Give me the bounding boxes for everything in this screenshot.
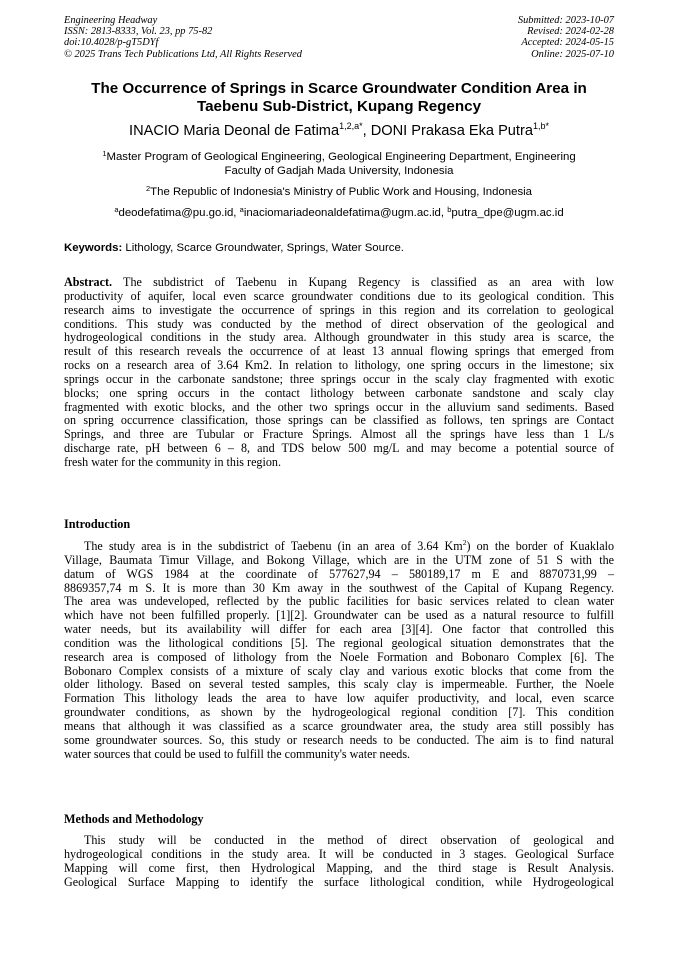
intro-line: research area is composed of lithology from the Noele Formation and Bobonaro Complex [6]. The xyxy=(64,650,614,664)
abstract-label: Abstract. xyxy=(64,276,113,289)
intro-line: Village, Baumata Timur Village, and Bokong Village, which are in the UTM zone of 51 S with the xyxy=(64,553,614,567)
intro-line: datum of WGS 1984 at the coordinate of 577627,94 – 580189,17 m E and 8870731,99 – xyxy=(64,567,614,581)
email-a2: inaciomariadeonaldefatima@ugm.ac.id, xyxy=(243,207,448,219)
aff1-line-2: Faculty of Gadjah Mada University, Indonesia xyxy=(224,165,454,178)
abstract-line: rocks on a research area of 3.64 Km2. In relation to lithology, one spring occurs in the limestone; six xyxy=(64,359,614,373)
aff1-line-1: Master Program of Geological Engineering, Geological Engineering Department, Engineering xyxy=(106,151,576,163)
affiliation-1 xyxy=(40,150,638,179)
abstract-line: productivity of aquifer, local even scarce groundwater conditions due to its geological condition. This xyxy=(64,289,614,303)
accepted-date: Accepted: 2024-05-15 xyxy=(521,37,614,49)
journal-info xyxy=(64,15,302,60)
intro-line: water needs, but its availability will differ for each area [3][4]. One factor that controlled this xyxy=(64,623,614,637)
abstract-line: Springs, and three are Tubular or Fracture Springs. Almost all the springs have less than 1 L/s xyxy=(64,428,614,442)
abstract-line: discharge rate, pH between 6 – 8, and TDS below 500 mg/L and may become a potential source of xyxy=(64,442,614,456)
methods-line: Mapping will come first, then Hydrological Mapping, and the third stage is Result Analysis. xyxy=(64,861,614,875)
intro-line: means that although it was classified as a scarce groundwater area, the study area still possibly has xyxy=(64,719,614,733)
abstract-line: research aims to investigate the occurrence of springs in this region and its correlation to geological xyxy=(64,303,614,317)
keywords-label: Keywords: xyxy=(64,242,123,254)
intro-line: water sources that could be used to fulfill the community's water needs. xyxy=(64,746,411,761)
author-1-affil: 1,2,a* xyxy=(339,121,363,131)
affiliation-2 xyxy=(40,185,638,199)
journal-name: Engineering Headway xyxy=(64,15,158,26)
keywords-text: Lithology, Scarce Groundwater, Springs, Water Source. xyxy=(122,242,404,254)
online-date: Online: 2025-07-10 xyxy=(531,48,614,60)
intro-line: Formation This lithology leads the area to have low aquifer productivity, and local, even scarce xyxy=(64,692,614,706)
email-b-marker: b xyxy=(447,205,452,214)
methods-line: Geological Surface Mapping to identify the surface lithological condition, while Hydrogeological xyxy=(64,875,614,889)
author-2-affil: 1,b* xyxy=(532,121,549,131)
aff1-marker: 1 xyxy=(102,149,107,158)
intro-line: 8869357,74 m S. It is more than 30 Km away in the southwest of the Capital of Kupang Regency. xyxy=(64,581,614,595)
abstract-line: result of this research reveals the occurrence of at least 13 annual flowing springs that emerged from xyxy=(64,345,614,359)
email-list xyxy=(40,206,638,220)
methods-body xyxy=(64,834,614,889)
intro-line: some groundwater sources. So, this study or research needs to be conducted. The aim is to find natural xyxy=(64,733,614,747)
introduction-heading: Introduction xyxy=(64,517,131,531)
intro-line xyxy=(64,540,614,554)
author-separator: , xyxy=(362,123,371,139)
keywords xyxy=(64,241,624,255)
email-b: putra_dpe@ugm.ac.id xyxy=(451,207,564,219)
paper-title xyxy=(40,80,638,116)
author-2: DONI Prakasa Eka Putra xyxy=(370,123,533,139)
abstract-line xyxy=(64,276,614,290)
title-line-1: The Occurrence of Springs in Scarce Groundwater Condition Area in xyxy=(91,80,587,97)
intro-text: ) on the border of Kuaklalo xyxy=(466,540,614,553)
abstract-line: fresh water for the community in this region. xyxy=(64,454,281,469)
aff2-text: The Republic of Indonesia's Ministry of Public Work and Housing, Indonesia xyxy=(150,186,533,198)
author-1: INACIO Maria Deonal de Fatima xyxy=(129,123,340,139)
issn: ISSN: 2813-8333, Vol. 23, pp 75-82 xyxy=(64,26,213,38)
email-a2-marker: a xyxy=(239,205,244,214)
email-a-marker: a xyxy=(114,205,119,214)
methods-line: hydrogeological conditions in the study area. It will be conducted in 3 stages. Geological Surface xyxy=(64,847,614,861)
email-a: deodefatima@pu.go.id, xyxy=(118,207,240,219)
intro-line: which have not been fulfilled properly. [1][2]. Groundwater can be used as a natural resource to fulfill xyxy=(64,609,614,623)
submitted-date: Submitted: 2023-10-07 xyxy=(517,15,614,26)
abstract xyxy=(64,276,614,470)
methods-line: This study will be conducted in the method of direct observation of geological and xyxy=(84,834,614,847)
intro-line: Bobonaro Complex consists of a mixture of scaly clay and various exotic blocks that come from the xyxy=(64,664,614,678)
abstract-text: The subdistrict of Taebenu in Kupang Regency is classified as an area with low xyxy=(112,276,614,289)
aff2-marker: 2 xyxy=(145,184,151,193)
introduction-body xyxy=(64,540,614,762)
doi: doi:10.4028/p-gT5DYf xyxy=(64,37,159,49)
intro-line: older lithology. Based on several tested samples, this scaly clay is impermeable. Further, the Noele xyxy=(64,678,614,692)
abstract-line: on spring occurrence classification, those springs can be classified as follows, ten springs are Contact xyxy=(64,414,614,428)
intro-line: condition was the lithological conditions [5]. The regional geological situation demonstrates that the xyxy=(64,636,614,650)
abstract-line: blocks; one spring occurs in the contact lithology between carbonate sandstone and scaly clay xyxy=(64,386,614,400)
abstract-line: conditions. This study was conducted by the method of direct observation of the geological and xyxy=(64,317,614,331)
revised-date: Revised: 2024-02-28 xyxy=(527,26,614,38)
intro-superscript: 2 xyxy=(462,540,467,547)
abstract-line: hydrogeological conditions in the study area. Although groundwater in this study area is scarce, the xyxy=(64,331,614,345)
dates-info xyxy=(518,15,614,60)
author-list xyxy=(40,121,638,141)
intro-text: The study area is in the subdistrict of Taebenu (in an area of 3.64 Km xyxy=(84,540,463,553)
intro-line: groundwater conditions, as shown by the hydrogeological regional condition [7]. This condition xyxy=(64,706,614,720)
abstract-line: springs occur in the carbonate sandstone; three springs occur in the scaly clay fragmented with exotic xyxy=(64,372,614,386)
copyright: © 2025 Trans Tech Publications Ltd, All Rights Reserved xyxy=(64,48,302,60)
intro-line: The area was undeveloped, reflected by the public facilities for basic services related to clean water xyxy=(64,595,614,609)
title-line-2: Taebenu Sub-District, Kupang Regency xyxy=(196,98,482,115)
abstract-line: fragmented with exotic blocks, and the other two springs occur in the alluvium sand sediments. Based xyxy=(64,400,614,414)
methods-heading: Methods and Methodology xyxy=(64,812,204,826)
